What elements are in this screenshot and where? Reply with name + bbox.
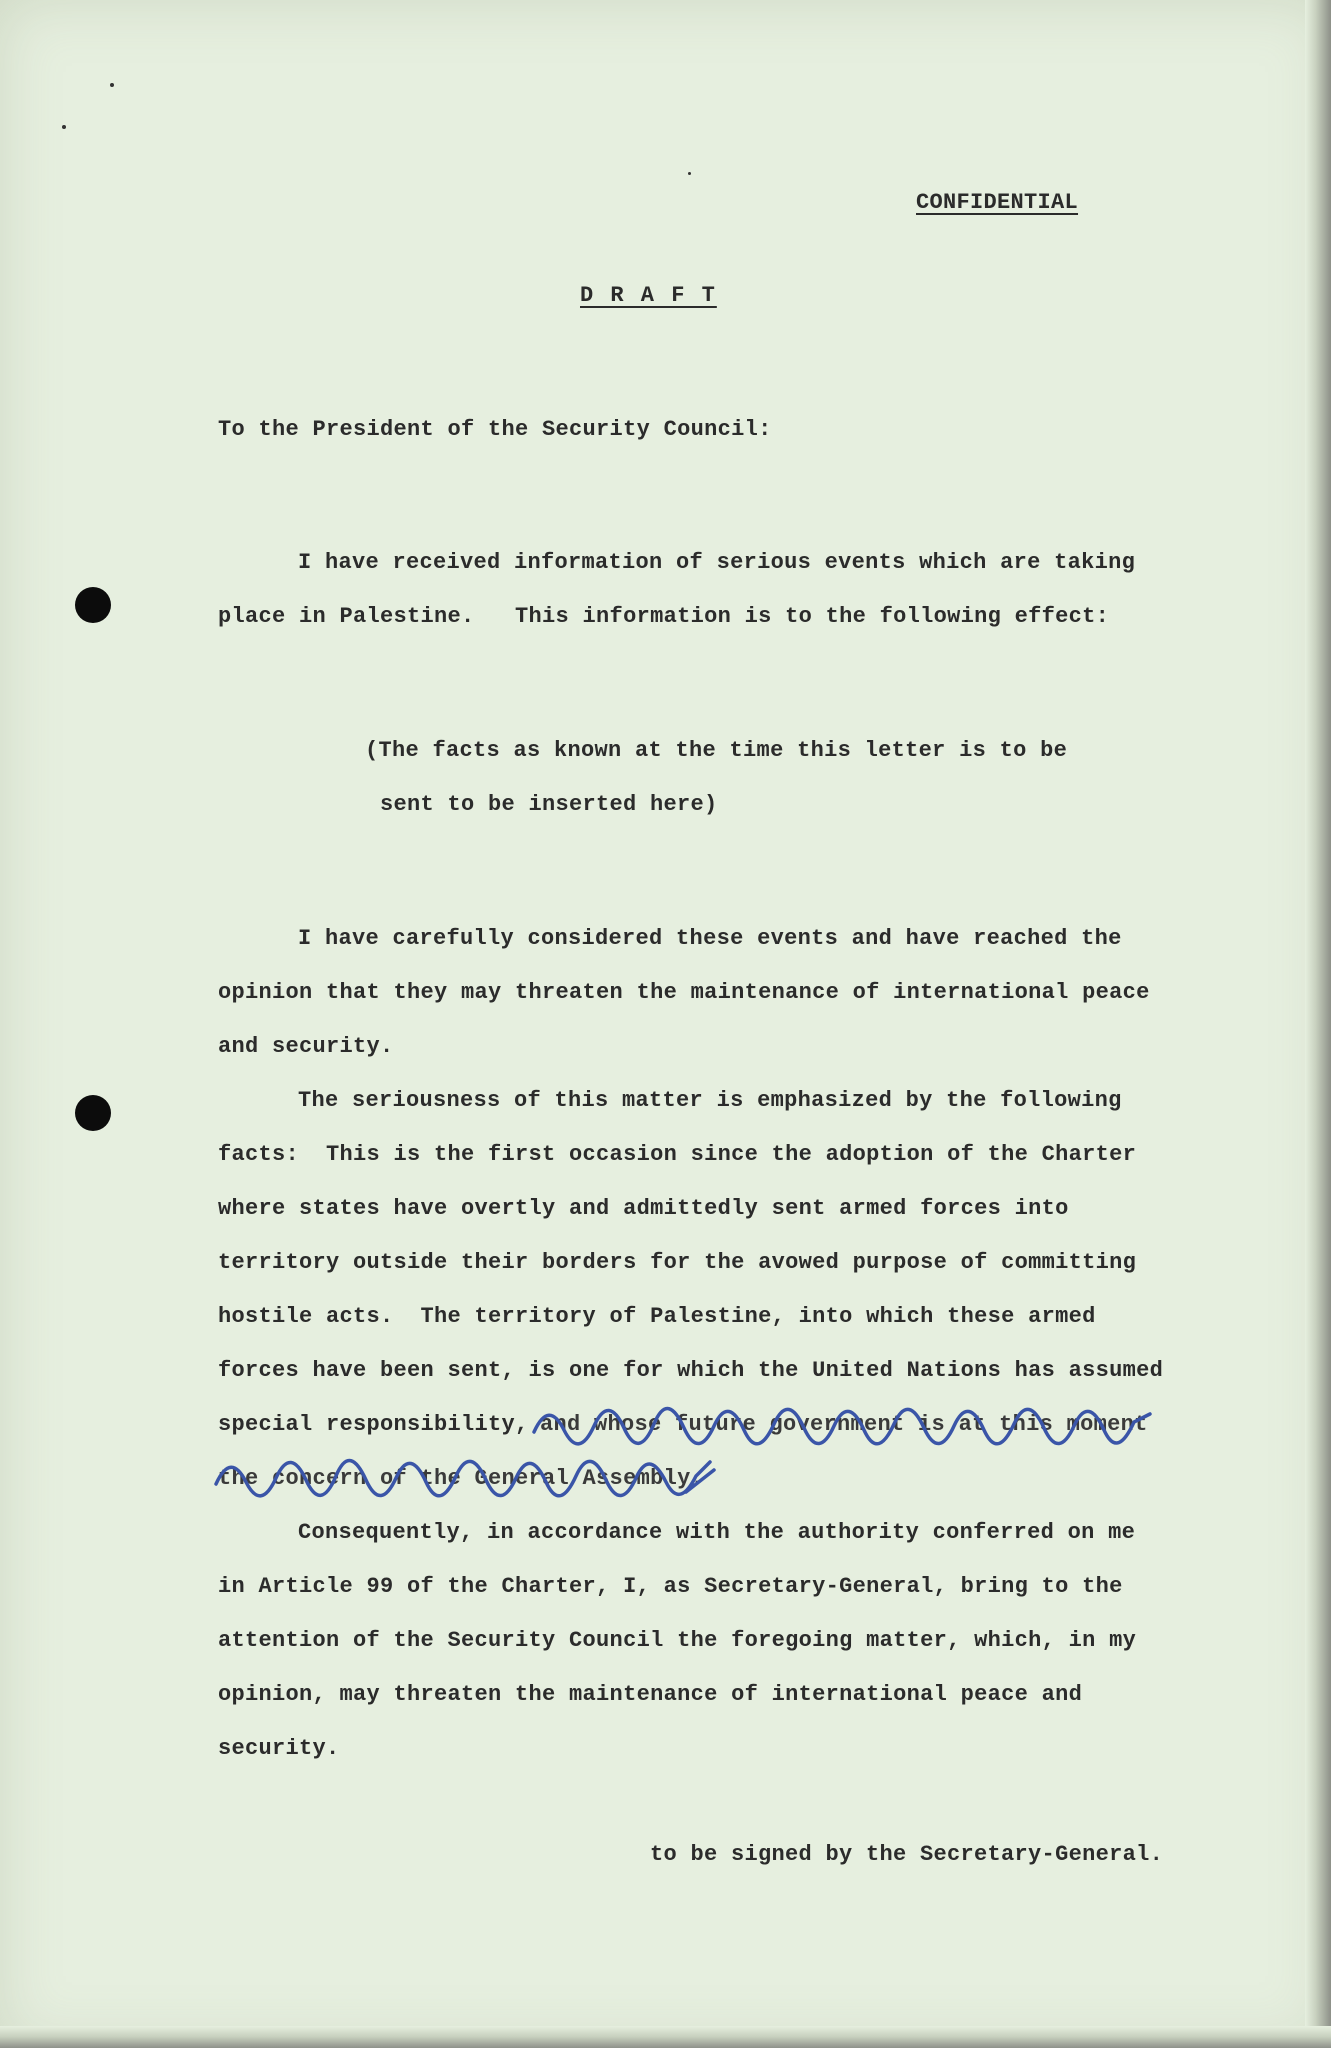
struck-text-line-1: and whose future government is at this moment bbox=[540, 1412, 1148, 1437]
ink-speck bbox=[110, 83, 114, 87]
punch-hole-top bbox=[75, 587, 111, 623]
ink-speck bbox=[62, 125, 66, 129]
paragraph-3-line-4: territory outside their borders for the avowed purpose of committing bbox=[218, 1250, 1137, 1275]
ink-speck bbox=[688, 172, 691, 175]
paragraph-3-line-1: The seriousness of this matter is emphasized by the following bbox=[298, 1088, 1122, 1113]
page-edge-right bbox=[1305, 0, 1331, 2048]
struck-text-line-2: the concern of the General Assembly. bbox=[218, 1466, 705, 1491]
facts-note-line-2: sent to be inserted here) bbox=[380, 792, 718, 817]
paragraph-1-line-2: place in Palestine. This information is to the following effect: bbox=[218, 604, 1110, 629]
paragraph-2-line-3: and security. bbox=[218, 1034, 394, 1059]
classification-label: CONFIDENTIAL bbox=[916, 190, 1079, 215]
pen-strike-line-2 bbox=[210, 1452, 720, 1508]
paragraph-4-line-4: opinion, may threaten the maintenance of international peace and bbox=[218, 1682, 1083, 1707]
facts-note-line-1: (The facts as known at the time this letter is to be bbox=[365, 738, 1068, 763]
draft-heading: D R A F T bbox=[580, 283, 717, 308]
paragraph-1-line-1: I have received information of serious events which are taking bbox=[298, 550, 1136, 575]
paragraph-2-line-1: I have carefully considered these events and have reached the bbox=[298, 926, 1122, 951]
paragraph-4-line-2: in Article 99 of the Charter, I, as Secretary-General, bring to the bbox=[218, 1574, 1123, 1599]
paragraph-4-line-5: security. bbox=[218, 1736, 340, 1761]
punch-hole-bottom bbox=[75, 1095, 111, 1131]
salutation: To the President of the Security Council: bbox=[218, 417, 772, 442]
paragraph-2-line-2: opinion that they may threaten the maintenance of international peace bbox=[218, 980, 1150, 1005]
page-edge-bottom bbox=[0, 2026, 1331, 2048]
paragraph-3-line-2: facts: This is the first occasion since the adoption of the Charter bbox=[218, 1142, 1137, 1167]
pen-strike-line-1 bbox=[530, 1402, 1160, 1452]
paragraph-3-line-5: hostile acts. The territory of Palestine, into which these armed bbox=[218, 1304, 1096, 1329]
paragraph-4-line-3: attention of the Security Council the foregoing matter, which, in my bbox=[218, 1628, 1137, 1653]
paragraph-4-line-1: Consequently, in accordance with the authority conferred on me bbox=[298, 1520, 1136, 1545]
paragraph-3-line-3: where states have overtly and admittedly sent armed forces into bbox=[218, 1196, 1069, 1221]
paragraph-3-line-7: special responsibility, bbox=[218, 1412, 529, 1437]
paragraph-3-line-6: forces have been sent, is one for which the United Nations has assumed bbox=[218, 1358, 1164, 1383]
closing-note: to be signed by the Secretary-General. bbox=[650, 1842, 1164, 1867]
